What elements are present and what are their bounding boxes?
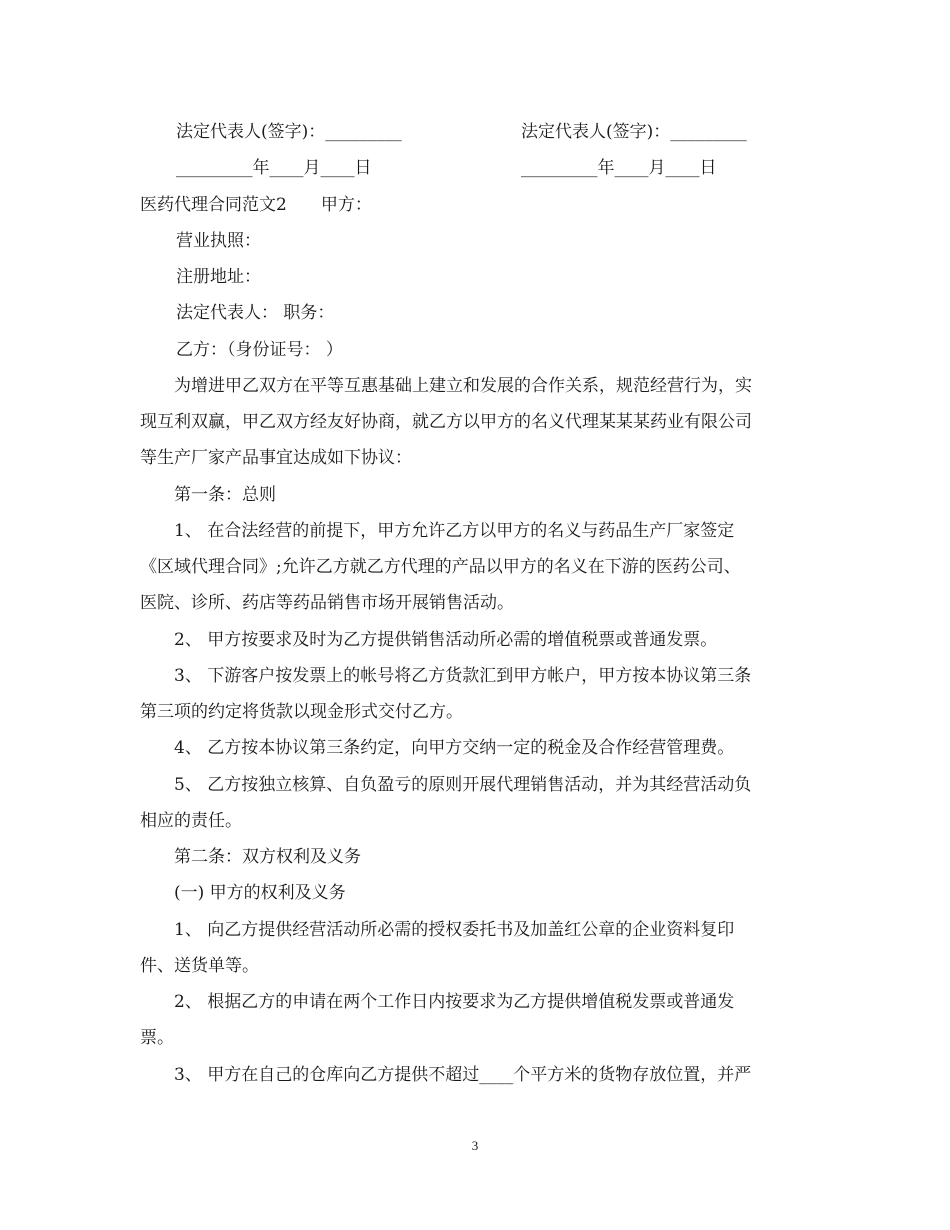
paragraph-line: 2、 根据乙方的申请在两个工作日内按要求为乙方提供增值税发票或普通发 (140, 992, 735, 1012)
paragraph-line: 《区域代理合同》;允许乙方就乙方代理的产品以甲方的名义在下游的医药公司、 (140, 557, 741, 577)
paragraph-line: 票。 (140, 1028, 174, 1048)
section-heading: 第一条：总则 (140, 485, 276, 505)
left-representative-signature: 法定代表人(签字)：_________ (176, 122, 402, 142)
paragraph-line: 医院、诊所、药店等药品销售市场开展销售活动。 (140, 593, 514, 613)
subsection-heading: (一) 甲方的权利及义务 (140, 883, 346, 903)
paragraph-line: 3、 甲方在自己的仓库向乙方提供不超过____个平方米的货物存放位置，并严 (140, 1065, 752, 1085)
paragraph-line: 1、 在合法经营的前提下，甲方允许乙方以甲方的名义与药品生产厂家签定 (140, 521, 735, 541)
paragraph-line: 第三项的约定将货款以现金形式交付乙方。 (140, 702, 463, 722)
field-registered-address: 注册地址： (176, 267, 261, 287)
paragraph-line: 3、 下游客户按发票上的帐号将乙方货款汇到甲方帐户，甲方按本协议第三条 (140, 666, 752, 686)
page-number: 3 (471, 1138, 479, 1153)
paragraph-line: 现互利双赢，甲乙双方经友好协商，就乙方以甲方的名义代理某某某药业有限公司 (140, 412, 752, 432)
paragraph-line: 等生产厂家产品事宜达成如下协议： (140, 448, 412, 468)
paragraph-line: 4、 乙方按本协议第三条约定，向甲方交纳一定的税金及合作经营管理费。 (140, 738, 735, 758)
left-signature-date: _________年____月____日 (176, 158, 372, 178)
paragraph-line: 1、 向乙方提供经营活动所必需的授权委托书及加盖红公章的企业资料复印 (140, 920, 735, 940)
paragraph-line: 2、 甲方按要求及时为乙方提供销售活动所必需的增值税票或普通发票。 (140, 630, 718, 650)
field-legal-representative: 法定代表人： 职务： (176, 303, 335, 323)
paragraph-line: 相应的责任。 (140, 811, 242, 831)
right-signature-date: _________年____月____日 (521, 158, 717, 178)
paragraph-line: 件、送货单等。 (140, 956, 259, 976)
field-business-license: 营业执照： (176, 231, 261, 251)
field-party-b: 乙方：（身份证号： ） (176, 340, 343, 360)
contract-heading: 医药代理合同范文2 甲方： (140, 195, 372, 215)
paragraph-line: 为增进甲乙双方在平等互惠基础上建立和发展的合作关系，规范经营行为，实 (140, 376, 752, 396)
section-heading: 第二条：双方权利及义务 (140, 847, 361, 867)
paragraph-line: 5、 乙方按独立核算、自负盈亏的原则开展代理销售活动，并为其经营活动负 (140, 775, 752, 795)
right-representative-signature: 法定代表人(签字)：_________ (521, 122, 747, 142)
